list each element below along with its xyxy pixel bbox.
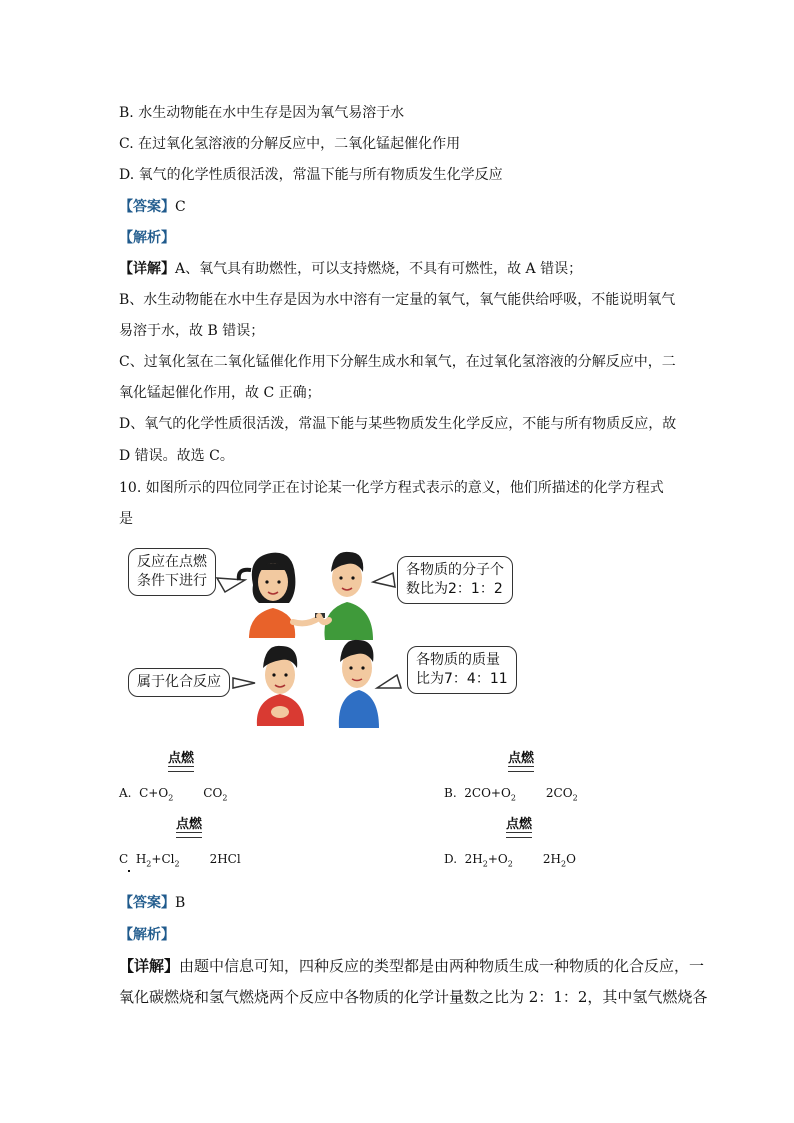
condition-b: 点燃: [508, 747, 534, 766]
detail2-text-1: 由题中信息可知，四种反应的类型都是由两种物质生成一种物质的化合反应，一: [179, 957, 705, 975]
option-d-equation: D. $2H_2+O_2$ $2H_2O$: [444, 852, 576, 869]
boy-blue-figure: [339, 640, 379, 728]
detail-line-b1: B、水生动物能在水中生存是因为水中溶有一定量的氧气，氧气能供给呼吸，不能说明氧气: [119, 292, 676, 308]
detail-line-d1: D、氧气的化学性质很活泼，常温下能与某些物质发生化学反应，不能与所有物质反应，故: [119, 416, 677, 432]
question-10-line-1: 10. 如图所示的四位同学正在讨论某一化学方程式表示的意义，他们所描述的化学方程式: [119, 480, 664, 496]
speech-bubble-molecule-ratio: [397, 556, 513, 604]
detail-a-text: A、氧气具有助燃性，可以支持燃烧，不具有可燃性，故 A 错误；: [175, 261, 583, 277]
bubble-1-line-2: 条件下进行: [137, 573, 207, 589]
bubble-2-line-2: 数比为2：1：2: [406, 581, 503, 597]
detail-tag-2: 【详解】: [119, 957, 180, 975]
answer-value: C: [175, 199, 186, 215]
detail-line-c1: C、过氧化氢在二氧化锰催化作用下分解生成水和氧气，在过氧化氢溶液的分解反应中，二: [119, 354, 676, 370]
question-10-line-2: 是: [119, 511, 133, 527]
detail2-line-1: [119, 956, 704, 976]
option-b-text: B. 水生动物能在水中生存是因为氧气易溶于水: [119, 105, 405, 121]
detail-line-c2: 氧化锰起催化作用，故 C 正确；: [119, 385, 321, 401]
option-c-equation: C $H_2+Cl_2$ 2HCl: [119, 852, 241, 869]
answer-line-1: [119, 197, 186, 217]
option-d-text: D. 氧气的化学性质很活泼，常温下能与所有物质发生化学反应: [119, 167, 503, 183]
bubble-3-line: 属于化合反应: [137, 674, 221, 690]
analysis-line-1: [119, 228, 175, 248]
answer-line-2: [119, 893, 185, 913]
answer-tag-2: 【答案】: [119, 895, 175, 911]
condition-a: 点燃: [168, 747, 194, 766]
illustration: [125, 540, 535, 730]
analysis-tag-2: 【解析】: [119, 927, 175, 943]
speech-bubble-mass-ratio: [407, 646, 517, 694]
detail2-line-2: 氧化碳燃烧和氢气燃烧两个反应中各物质的化学计量数之比为 2：1：2，其中氢气燃烧各: [119, 988, 708, 1006]
condition-c: 点燃: [176, 813, 202, 832]
detail-line-d2: D 错误。故选 C。: [119, 448, 234, 464]
bubble-4-line-1: 各物质的质量: [416, 652, 500, 668]
bubble-2-line-1: 各物质的分子个: [406, 562, 504, 578]
condition-d: 点燃: [506, 813, 532, 832]
detail-line-b2: 易溶于水，故 B 错误；: [119, 323, 265, 339]
detail-line-a: [119, 259, 582, 279]
answer-tag: 【答案】: [119, 199, 175, 215]
speech-bubble-condition: [128, 548, 216, 596]
speech-bubble-combination: [128, 668, 230, 697]
bubble-4-line-2: 比为7：4：11: [416, 671, 508, 687]
girl-figure: [239, 553, 325, 638]
boy-red-figure: [257, 646, 304, 726]
option-b-equation: B. $2CO+O_2$ $2CO_2$: [444, 786, 578, 803]
detail-tag: 【详解】: [119, 261, 175, 277]
option-c-text: C. 在过氧化氢溶液的分解反应中，二氧化锰起催化作用: [119, 136, 461, 152]
analysis-line-2: [119, 925, 175, 945]
answer-value-2: B: [175, 895, 186, 911]
option-a-equation: A. $C+O_2$ $CO_2$: [119, 786, 228, 803]
analysis-tag: 【解析】: [119, 230, 175, 246]
boy-green-figure: [319, 552, 373, 640]
dot-mark: [128, 870, 130, 872]
bubble-1-line-1: 反应在点燃: [137, 554, 207, 570]
